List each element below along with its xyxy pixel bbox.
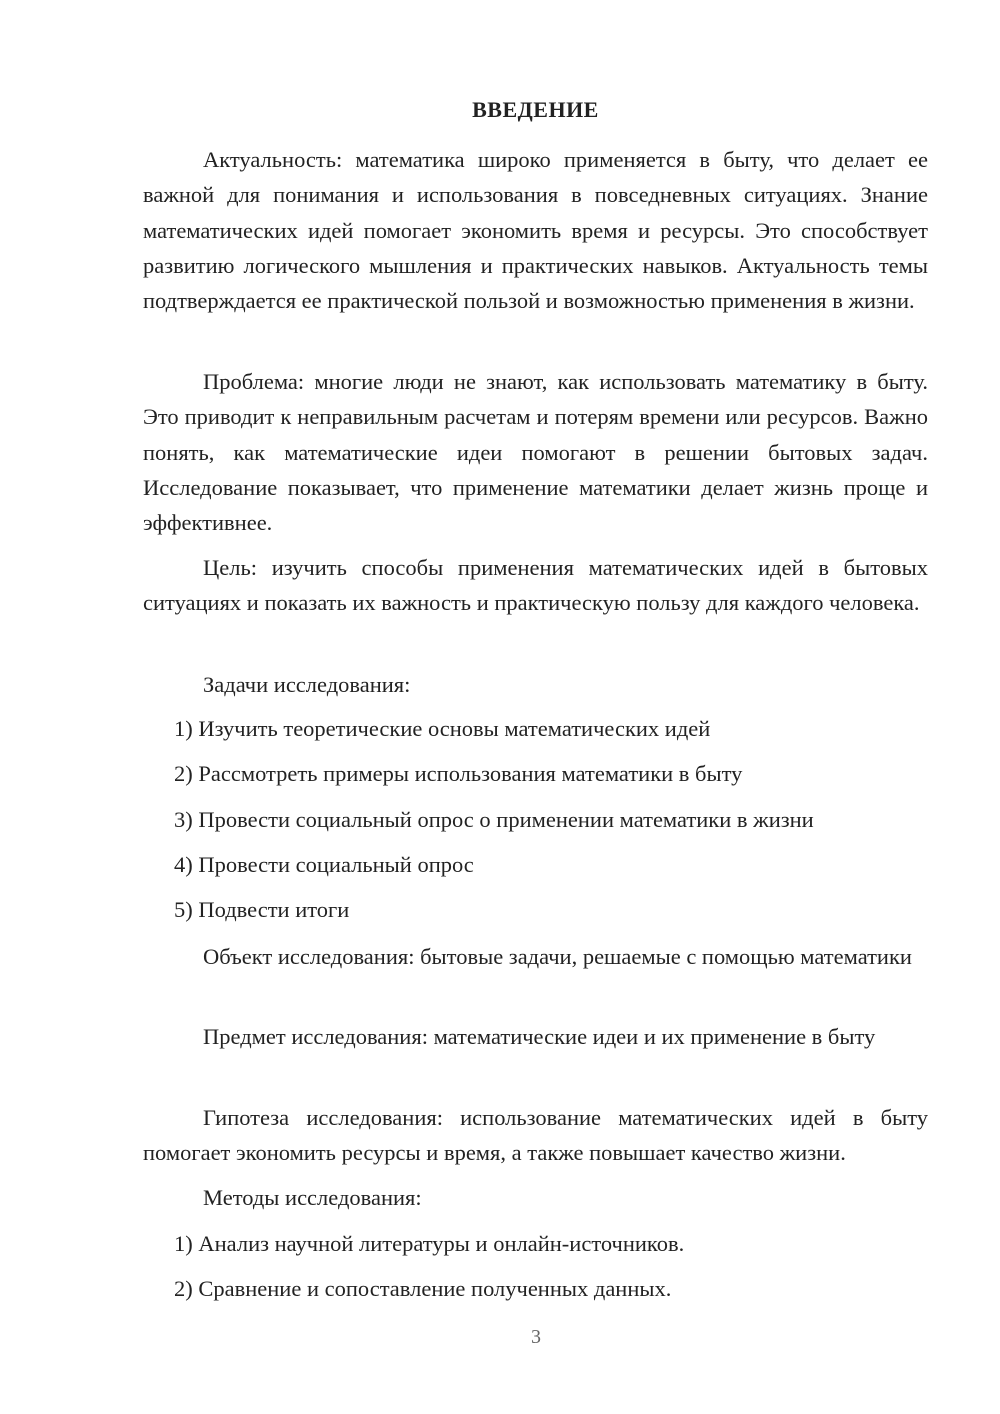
paragraph-subject: Предмет исследования: математические идеи и их применение в быту [203,1024,876,1049]
method-item: 2) Сравнение и сопоставление полученных данных. [174,1276,672,1301]
page-number: 3 [531,1326,541,1348]
task-item: 5) Подвести итоги [174,897,350,922]
task-item: 1) Изучить теоретические основы математических идей [174,716,711,741]
tasks-heading: Задачи исследования: [203,672,411,697]
page-title: ВВЕДЕНИЕ [472,97,599,122]
methods-heading: Методы исследования: [203,1185,422,1210]
paragraph-goal: Цель: изучить способы применения математических идей в бытовых ситуациях и показать их важность и практическую пользу для каждого человека. [143,555,928,616]
paragraph-problem: Проблема: многие люди не знают, как использовать математику в быту. Это приводит к неправильным расчетам и потерям времени или ресурсов. Важно понять, как математические идеи помогают в решении бытовых задач. Исследование показывает, что применение математики делает жизнь проще и эффективнее. [143,369,928,536]
task-item: 4) Провести социальный опрос [174,852,474,877]
paragraph-object: Объект исследования: бытовые задачи, решаемые с помощью математики [203,944,912,969]
task-item: 2) Рассмотреть примеры использования математики в быту [174,761,743,786]
paragraph-relevance: Актуальность: математика широко применяется в быту, что делает ее важной для понимания и использования в повседневных ситуациях. Знание математических идей помогает экономить время и ресурсы. Это способствует развитию логического мышления и практических навыков. Актуальность темы подтверждается ее практической пользой и возможностью применения в жизни. [143,147,928,314]
paragraph-hypothesis: Гипотеза исследования: использование математических идей в быту помогает экономить ресурсы и время, а также повышает качество жизни. [143,1105,928,1166]
task-item: 3) Провести социальный опрос о применении математики в жизни [174,807,814,832]
method-item: 1) Анализ научной литературы и онлайн-источников. [174,1231,685,1256]
